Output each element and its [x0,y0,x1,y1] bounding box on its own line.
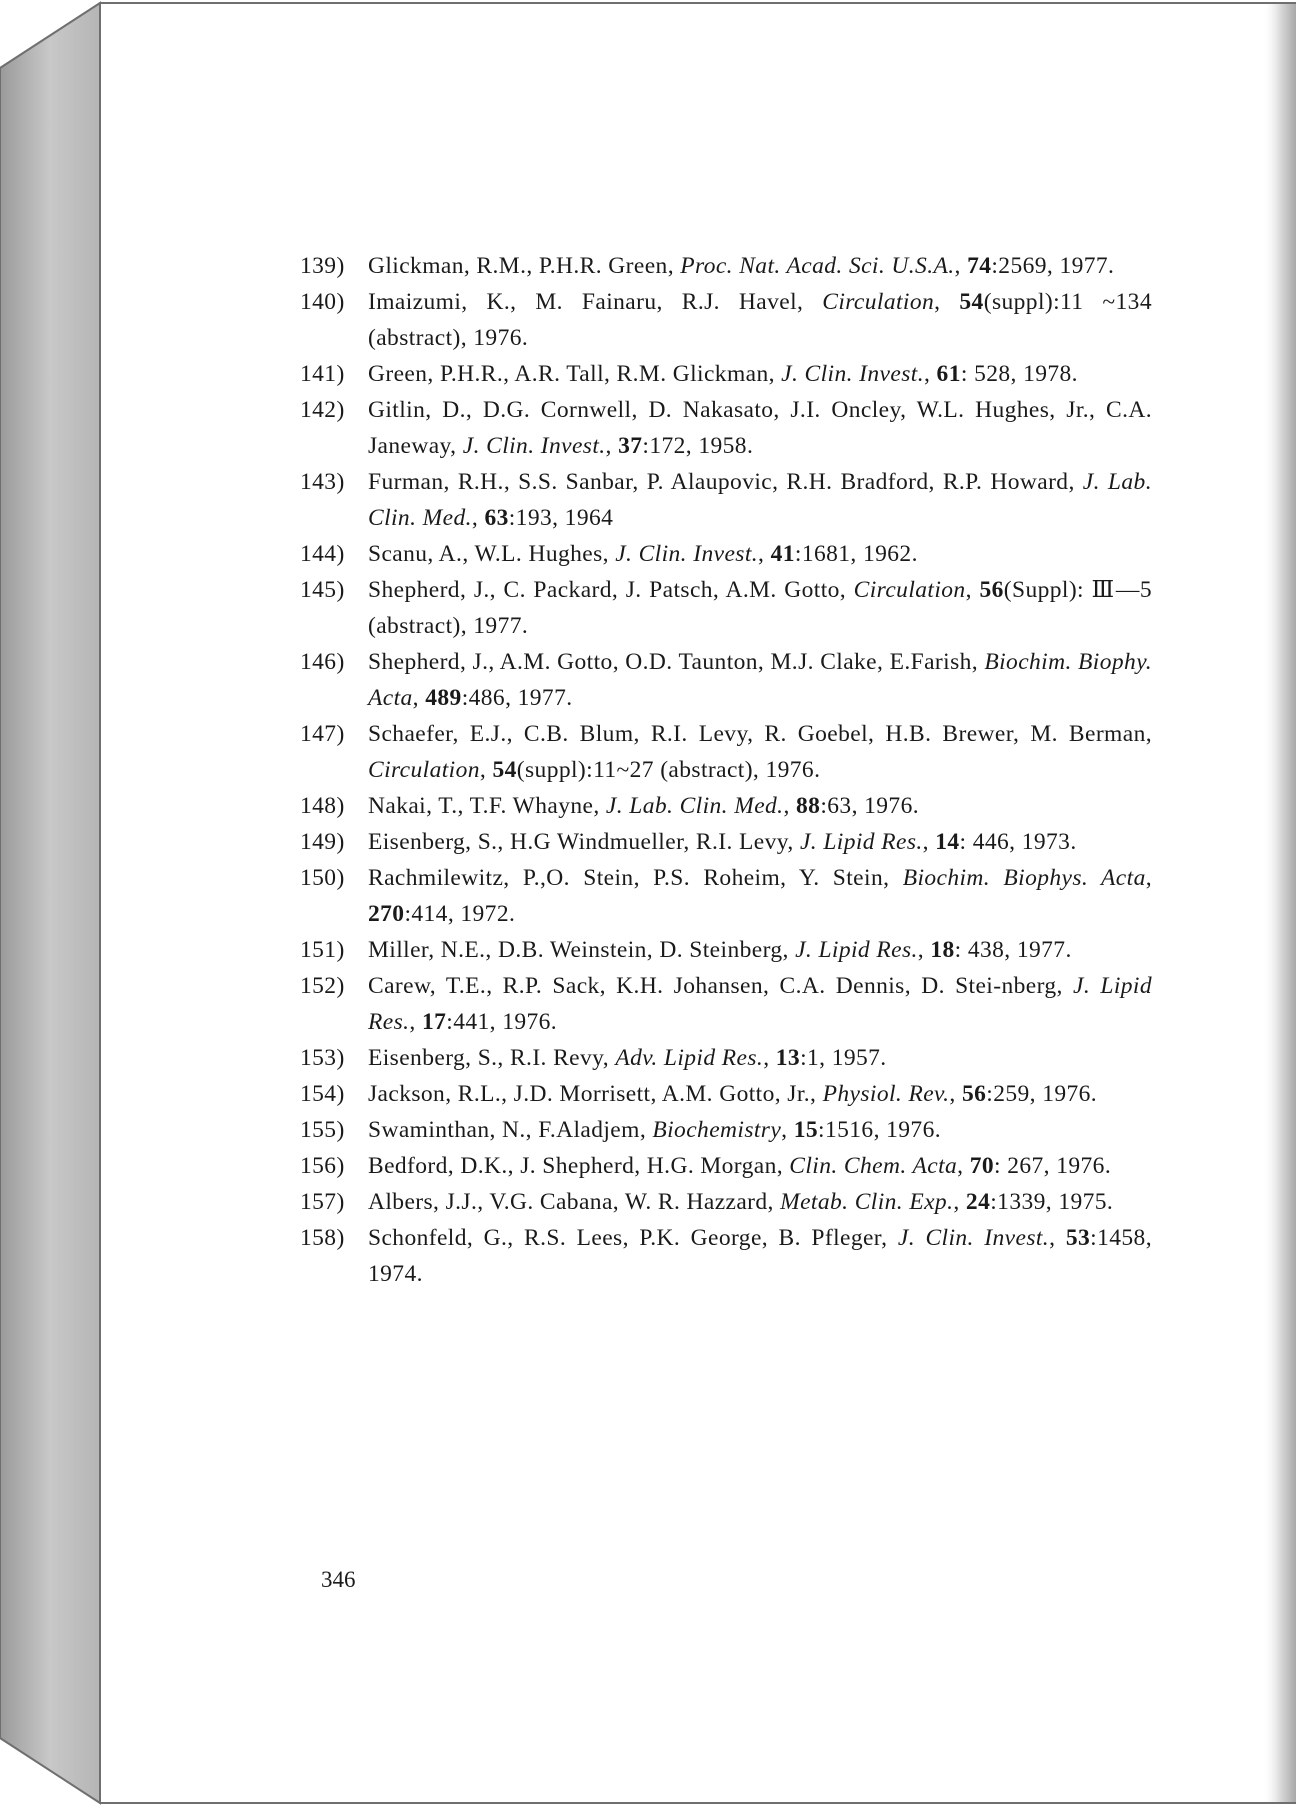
reference-authors: Eisenberg, S., H.G Windmueller, R.I. Levy, [368,829,800,855]
reference-volume: 14 [935,829,960,855]
reference-volume: 41 [770,541,795,567]
reference-item [300,1148,1152,1184]
reference-separator: , [412,685,426,711]
reference-authors: Swaminthan, N., F.Aladjem, [368,1117,653,1143]
reference-authors: Imaizumi, K., M. Fainaru, R.J. Havel, [368,289,823,315]
reference-journal: J. Lipid Res. [799,829,923,855]
reference-item [300,824,1152,860]
reference-citation [368,1117,941,1143]
reference-number: 158) [300,1225,345,1251]
reference-journal: J. Clin. Invest. [615,541,759,567]
reference-number: 142) [300,397,345,423]
reference-authors: Nakai, T., T.F. Whayne, [368,793,606,819]
reference-citation [368,1189,1113,1215]
reference-pages-year: :259, 1976. [986,1081,1098,1107]
reference-number: 157) [300,1189,345,1215]
reference-citation [368,577,1152,639]
reference-pages-year: :1, 1957. [800,1045,887,1071]
reference-separator: , [965,577,980,603]
reference-pages-year: :414, 1972. [404,901,516,927]
reference-citation [368,1045,887,1071]
reference-pages-year: :2569, 1977. [991,253,1115,279]
book-spine [0,3,100,1803]
page-edge-shadow [1262,4,1296,1802]
reference-journal: Adv. Lipid Res. [615,1045,764,1071]
reference-journal: J. Lab. Clin. Med. [368,469,1152,531]
reference-volume: 53 [1065,1225,1091,1251]
reference-separator: , [954,253,968,279]
reference-volume: 24 [965,1189,991,1215]
reference-volume: 17 [421,1009,447,1035]
reference-citation [368,541,918,567]
reference-separator: , [409,1009,422,1035]
reference-separator: , [605,433,619,459]
reference-authors: Rachmilewitz, P.,O. Stein, P.S. Roheim, Y. Stein, [368,865,903,891]
reference-authors: Shepherd, J., C. Packard, J. Patsch, A.M. Gotto, [368,577,854,603]
reference-pages-year: : 528, 1978. [960,361,1078,387]
reference-number: 148) [300,793,345,819]
reference-separator: , [922,829,936,855]
reference-journal: J. Clin. Invest. [462,433,606,459]
reference-separator: , [1145,865,1152,891]
reference-citation [368,289,1152,351]
reference-citation [368,793,919,819]
reference-authors: Bedford, D.K., J. Shepherd, H.G. Morgan, [368,1153,790,1179]
reference-pages-year: :193, 1964 [508,505,614,531]
reference-journal: J. Clin. Invest. [897,1225,1050,1251]
reference-authors: Gitlin, D., D.G. Cornwell, D. Nakasato, J.I. Oncley, W.L. Hughes, Jr., C.A. Janeway, [368,397,1152,459]
reference-pages-year: (suppl):11 ~134 (abstract), 1976. [368,289,1152,351]
reference-number: 139) [300,253,345,279]
reference-volume: 37 [618,433,643,459]
reference-volume: 70 [969,1153,995,1179]
reference-pages-year: :1339, 1975. [990,1189,1114,1215]
reference-pages-year: (Suppl): Ⅲ—5 (abstract), 1977. [368,577,1152,639]
reference-citation [368,721,1152,783]
reference-pages-year: :486, 1977. [461,685,573,711]
reference-item [300,248,1152,284]
reference-volume: 15 [793,1117,819,1143]
reference-item [300,1112,1152,1148]
reference-item [300,536,1152,572]
reference-citation [368,829,1077,855]
reference-item [300,464,1152,536]
reference-citation [368,649,1152,711]
reference-citation [368,1225,1152,1287]
reference-citation [368,1081,1097,1107]
reference-citation [368,937,1072,963]
reference-citation [368,1153,1111,1179]
reference-item [300,1076,1152,1112]
reference-item [300,932,1152,968]
reference-volume: 88 [796,793,821,819]
reference-authors: Green, P.H.R., A.R. Tall, R.M. Glickman, [368,361,782,387]
reference-pages-year: :1458, 1974. [368,1225,1152,1287]
reference-journal: J. Lipid Res. [795,937,918,963]
reference-authors: Carew, T.E., R.P. Sack, K.H. Johansen, C.A. Dennis, D. Stei-nberg, [368,973,1074,999]
reference-item [300,392,1152,464]
reference-journal: Circulation [853,577,966,603]
reference-item [300,572,1152,644]
reference-number: 146) [300,649,345,675]
reference-number: 149) [300,829,345,855]
reference-separator: , [934,289,960,315]
reference-number: 152) [300,973,345,999]
page-number: 346 [321,1567,356,1592]
reference-volume: 56 [979,577,1004,603]
reference-authors: Schaefer, E.J., C.B. Blum, R.I. Levy, R. Goebel, H.B. Brewer, M. Berman, [368,721,1152,747]
reference-volume: 18 [930,937,955,963]
reference-pages-year: : 267, 1976. [994,1153,1112,1179]
reference-authors: Schonfeld, G., R.S. Lees, P.K. George, B. Pfleger, [368,1225,898,1251]
reference-number: 155) [300,1117,345,1143]
reference-volume: 489 [425,685,462,711]
reference-pages-year: :172, 1958. [642,433,754,459]
reference-volume: 61 [936,361,961,387]
reference-separator: , [758,541,771,567]
reference-item [300,788,1152,824]
reference-citation [368,469,1152,531]
reference-separator: , [953,1189,966,1215]
reference-item [300,1184,1152,1220]
reference-authors: Albers, J.J., V.G. Cabana, W. R. Hazzard, [368,1189,781,1215]
reference-journal: J. Lipid Res. [368,973,1152,1035]
reference-pages-year: :441, 1976. [446,1009,558,1035]
reference-journal: J. Clin. Invest. [781,361,924,387]
reference-citation [368,865,1152,927]
reference-number: 151) [300,937,345,963]
reference-journal: Physiol. Rev. [822,1081,950,1107]
reference-journal: Clin. Chem. Acta [789,1153,958,1179]
reference-number: 147) [300,721,345,747]
reference-citation [368,253,1114,279]
reference-volume: 270 [368,901,405,927]
reference-separator: , [923,361,937,387]
reference-authors: Jackson, R.L., J.D. Morrisett, A.M. Gotto, Jr., [368,1081,823,1107]
reference-number: 150) [300,865,345,891]
reference-item [300,1220,1152,1292]
reference-separator: , [763,1045,776,1071]
reference-item [300,860,1152,932]
reference-number: 141) [300,361,345,387]
reference-separator: , [949,1081,962,1107]
reference-item [300,356,1152,392]
reference-item [300,716,1152,788]
reference-volume: 13 [775,1045,801,1071]
reference-authors: Glickman, R.M., P.H.R. Green, [368,253,681,279]
reference-volume: 63 [484,505,509,531]
reference-pages-year: (suppl):11~27 (abstract), 1976. [516,757,821,783]
reference-volume: 54 [959,289,984,315]
reference-separator: , [1049,1225,1066,1251]
reference-journal: Biochim. Biophys. Acta [902,865,1146,891]
reference-citation [368,397,1152,459]
reference-journal: Biochim. Biophy. Acta [368,649,1152,711]
reference-number: 143) [300,469,345,495]
reference-item [300,284,1152,356]
reference-number: 153) [300,1045,345,1071]
reference-separator: , [479,757,493,783]
reference-journal: J. Lab. Clin. Med. [605,793,784,819]
reference-journal: Metab. Clin. Exp. [780,1189,954,1215]
reference-authors: Furman, R.H., S.S. Sanbar, P. Alaupovic, R.H. Bradford, R.P. Howard, [368,469,1083,495]
reference-separator: , [957,1153,970,1179]
reference-number: 154) [300,1081,345,1107]
reference-journal: Proc. Nat. Acad. Sci. U.S.A. [680,253,955,279]
reference-volume: 54 [492,757,517,783]
reference-item [300,1040,1152,1076]
reference-pages-year: :63, 1976. [820,793,919,819]
reference-separator: , [781,1117,794,1143]
reference-authors: Scanu, A., W.L. Hughes, [368,541,616,567]
reference-pages-year: : 438, 1977. [954,937,1072,963]
reference-authors: Shepherd, J., A.M. Gotto, O.D. Taunton, M.J. Clake, E.Farish, [368,649,985,675]
reference-item [300,968,1152,1040]
reference-number: 140) [300,289,345,315]
reference-citation [368,361,1078,387]
reference-volume: 74 [967,253,992,279]
reference-separator: , [471,505,485,531]
reference-separator: , [783,793,797,819]
reference-pages-year: :1516, 1976. [818,1117,942,1143]
reference-citation [368,973,1152,1035]
reference-volume: 56 [961,1081,987,1107]
reference-separator: , [917,937,931,963]
reference-journal: Biochemistry [652,1117,782,1143]
reference-authors: Miller, N.E., D.B. Weinstein, D. Steinberg, [368,937,796,963]
reference-list [300,248,1152,1292]
reference-number: 156) [300,1153,345,1179]
reference-journal: Circulation [368,757,480,783]
reference-number: 144) [300,541,345,567]
reference-authors: Eisenberg, S., R.I. Revy, [368,1045,616,1071]
reference-pages-year: :1681, 1962. [794,541,918,567]
reference-item [300,644,1152,716]
reference-number: 145) [300,577,345,603]
reference-pages-year: : 446, 1973. [959,829,1077,855]
reference-journal: Circulation [822,289,935,315]
